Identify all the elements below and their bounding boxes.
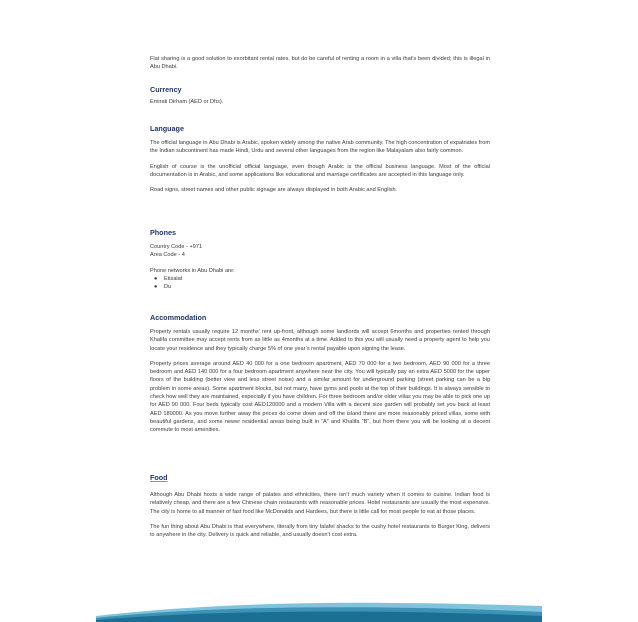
decorative-wave-footer (96, 596, 542, 622)
list-item (150, 283, 490, 291)
phones-heading: Phones (150, 228, 176, 237)
intro-section (150, 55, 490, 72)
language-paragraph-2: English of course is the unofficial official language, even though Arabic is the official business language. Most of the official documentation is in Arabic, and some applications like educational and marriage certificates are accepted in this language only. (150, 163, 490, 178)
accommodation-heading: Accommodation (150, 313, 207, 322)
bullet-icon: ● (154, 275, 158, 282)
food-paragraph-2: The fun thing about Abu Dhabi is that everywhere, literally from tiny falafel shacks to the cushy hotel restaurants to Burger King, delivers to anywhere in the city. Delivery is quick and reliable, and usually doesn’t cost extra. (150, 523, 490, 539)
language-section (150, 124, 490, 194)
food-heading: Food (150, 473, 168, 482)
accommodation-paragraph-1: Property rentals usually require 12 months’ rent up-front, although some landlords will accept 6months and properties rented through Khalifa committee may accept rents from as little as 4months at a time. Added to this you will usually need a property agent to help you locate your residence and they typically charge 5% of one year’s rental payable upon signing the lease. (150, 329, 490, 352)
phone-networks-list (150, 275, 490, 292)
phone-networks-intro: Phone networks in Abu Dhabi are: (150, 267, 235, 274)
language-paragraph-1: The official language in Abu Dhabi is Arabic, spoken widely among the native Arab community. The high concentration of expatriates from the Indian subcontinent has made Hindi, Urdu and several other languages from the region like Malayalam also fairly common. (150, 140, 490, 155)
list-item (150, 275, 490, 283)
phones-section (150, 228, 490, 291)
country-code: Country Code - +971 (150, 244, 203, 250)
currency-heading: Currency (150, 85, 182, 94)
intro-paragraph: Flat sharing is a good solution to exorbitant rental rates, but do be careful of renting a room in a villa that’s been divided; this is illegal in Abu Dhabi. (150, 56, 490, 71)
network-name: Du (164, 284, 172, 291)
network-name: Etisalat (164, 275, 183, 282)
accommodation-section (150, 313, 490, 435)
accommodation-paragraph-2: Property prices average around AED 40 000 for a one bedroom apartment, AED 70 000 for a two bedroom, AED 90 000 for a three bedroom and AED 140 000 for a four bedroom apartment anywhere near the city. You will typically pay an extra AED 5000 for the upper floors of the building (better view and less street noise) and a similar amount for underground parking (street parking can be a big problem in some areas). Some apartment blocks, but not many, have gyms and pools at the top of their buildings. It is always sensible to check how well they are maintained, especially if you have children. For three bedroom and/or older villas you may be able to pick one up for AED 90 000. Four beds typically cost AED120000 and a modern Villa with a decent size garden will probably set you back at least AED 180000. As you move further away the prices do come down and off the island there are more reasonably priced villas, some with beautiful gardens, and some newer residential areas being built in “A” and Khalifa “B”, but from there you will be looking at a decent commute to most amenities. (150, 360, 490, 434)
language-paragraph-3: Road signs, street names and other public signage are always displayed in both Arabic and English. (150, 187, 398, 194)
currency-section (150, 85, 490, 106)
currency-text: Emirati Dirham (AED or Dhs). (150, 99, 224, 105)
language-heading: Language (150, 124, 184, 133)
food-section (150, 473, 490, 539)
area-code: Area Code - 4 (150, 252, 185, 259)
bullet-icon: ● (154, 284, 158, 291)
food-paragraph-1: Although Abu Dhabi hosts a wide range of palates and ethnicities, there isn’t much variety when it comes to cuisine. Indian food is relatively cheap, and there are a few Chinese chain restaurants with reasonable prices. Hotel restaurants are usually the most expensive. The city is home to all manner of fast food like McDonalds and Hardees, but there is little call for most people to eat at those places. (150, 492, 490, 515)
